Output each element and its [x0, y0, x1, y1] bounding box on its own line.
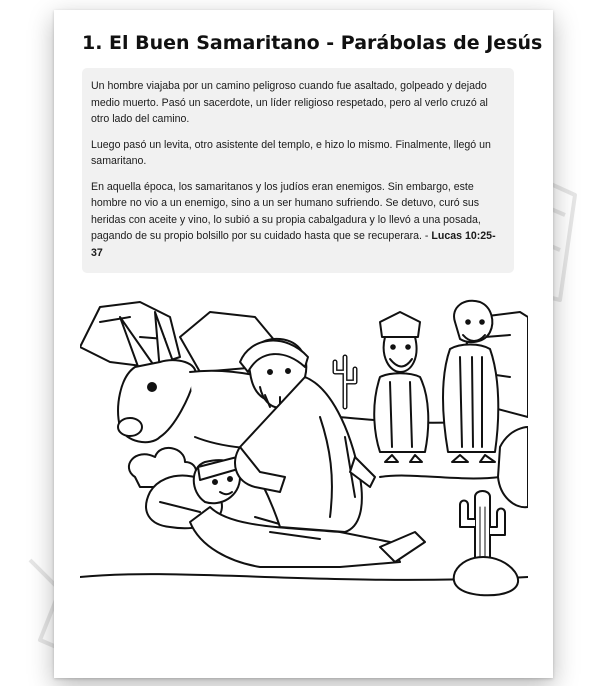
- levite: [443, 301, 498, 462]
- worksheet-page: [54, 10, 553, 678]
- story-paragraph-2: Luego pasó un levita, otro asistente del templo, e hizo lo mismo. Finalmente, llegó un samaritano.: [91, 138, 491, 167]
- story-paragraph-3-text: En aquella época, los samaritanos y los judíos eran enemigos. Sin embargo, este hombre no vio a un enemigo, sino a un ser humano sufriendo. Se detuvo, curó sus heridas con aceite y vino, lo subió a su propia cabalgadura y lo llevó a una posada, pagando de su propio bolsillo por su cuidado hasta que se recuperara. -: [91, 180, 481, 242]
- bible-reference: Lucas 10:25-37: [91, 230, 496, 259]
- boulder-right: [498, 427, 528, 507]
- story-text-box: [82, 68, 514, 273]
- priest: [374, 312, 428, 462]
- story-paragraph-3: [91, 179, 505, 262]
- coloring-illustration: [80, 277, 528, 602]
- rock-right: [454, 557, 518, 595]
- page-title: 1. El Buen Samaritano - Parábolas de Jesús: [82, 32, 543, 54]
- story-paragraph-1: Un hombre viajaba por un camino peligroso cuando fue asaltado, golpeado y dejado medio muerto. Pasó un sacerdote, un líder religioso respetado, pero al verlo cruzó al otro lado del camino.: [91, 80, 488, 125]
